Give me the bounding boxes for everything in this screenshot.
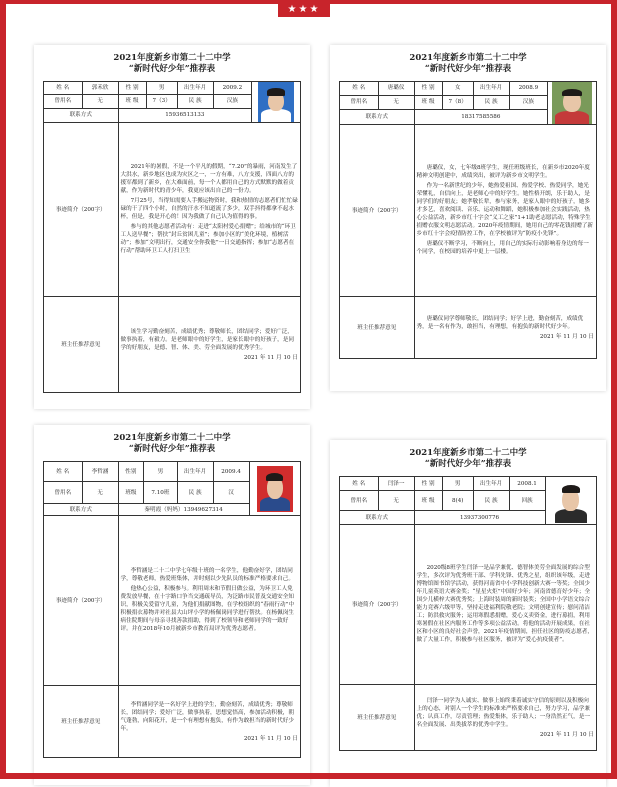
recommendation-form-3	[34, 425, 310, 785]
contact-value: 秦明霞（妈妈）13949627314	[118, 504, 249, 516]
title-line-1: 2021年度新乡市第二十二中学	[409, 448, 527, 458]
gender-label: 性 别	[414, 477, 442, 491]
contact-label: 联系方式	[340, 109, 415, 124]
photo-cell	[548, 82, 597, 125]
gender-label: 性 别	[118, 82, 146, 95]
birth-value: 2008.9	[509, 82, 548, 96]
ethnic-value: 汉族	[509, 95, 548, 109]
deeds-label: 事迹简介（200字）	[340, 125, 415, 297]
photo-shoulders	[555, 111, 589, 124]
class-label: 班 级	[414, 95, 442, 109]
opinion-label: 班主任推荐意见	[340, 297, 415, 359]
birth-label: 出生年月	[473, 477, 509, 491]
photo-cell	[545, 477, 596, 525]
deeds-paragraph: 2021年的暑假，不是一个平凡的假期，“7.20”的暴雨，河南发生了大洪水，新乡地区也成为灾区之一，一方有难，八方支援，四面八方的援军都到了新乡，在大难面前，每一个人都用自己的方式默默的做着贡献，作为新时代的青少年，我更应该出自己的一份力。	[120, 163, 298, 194]
ethnic-label: 民 族	[473, 491, 509, 511]
deeds-label: 事迹简介（200字）	[44, 516, 119, 686]
name-value: 李哲涵	[82, 462, 118, 482]
name-label: 姓 名	[44, 462, 83, 482]
gender-label: 性 别	[414, 82, 442, 96]
opinion-label: 班主任推荐意见	[44, 297, 119, 393]
date-text: 2021 年 11 月 10 日	[243, 735, 298, 742]
contact-label: 联系方式	[44, 108, 119, 122]
used-name-label: 曾用名	[44, 95, 83, 108]
gender-value: 男	[144, 462, 177, 482]
right-red-edge	[611, 0, 617, 779]
class-value: 8(4)	[442, 491, 473, 511]
gender-value: 男	[442, 477, 473, 491]
deeds-paragraph: 李哲涵是二十二中学七年级十班的一名学生，他勤奋好学，团结同学，尊敬老师，热爱班集体，并时刻以少先队员的标准严格要求自己。	[120, 567, 294, 582]
form-table	[43, 81, 301, 393]
deeds-paragraph: 2020级8班学生闫泽一是品学兼优、德智体美劳全面发展的综合型学生，多次评为优秀班干部、学科先锋、优秀之星，组织该年级，走进博物馆图书馆学活动，获得河南省中小学科技创新大赛一等奖；全国少年儿童英语大赛金奖；“星星火炬”中国好少年；河南省德育好少年；全国少儿横梓大赛优秀奖；上海时装周的新时装奖；全国中小学语文综合能力竞赛六级甲等，坚持走进福利院敬老院；文明创建宣传；慰问清洁工；防洪救灾服务；运用寒假悉捐赠，爱心义卖资金，进行募捐，利用寒暑假在社区内服务工作等多项公益活动。将他的活动开展成果，在社区和小区的良好社会声誉，2021年疫情期间，担任社区的防疫志愿者，做了大量工作，积极参与社区服务，被评为“爱心抗疫使者”。	[416, 564, 593, 643]
ethnic-value: 汉	[213, 482, 249, 504]
birth-label: 出生年月	[177, 82, 213, 95]
title-line-2: “新时代好少年”推荐表	[424, 64, 512, 74]
title-line-1: 2021年度新乡市第二十二中学	[113, 433, 231, 443]
photo-shoulders	[261, 109, 291, 122]
class-label: 班级	[118, 482, 144, 504]
ethnic-label: 民 族	[177, 482, 213, 504]
contact-value: 13937300776	[414, 511, 545, 525]
title-line-2: “新时代好少年”推荐表	[128, 444, 216, 454]
birth-label: 出生年月	[177, 462, 213, 482]
gender-label: 性别	[118, 462, 144, 482]
name-label: 姓 名	[340, 477, 379, 491]
title-line-2: “新时代好少年”推荐表	[128, 64, 216, 74]
form-title	[339, 448, 597, 470]
form-table	[43, 461, 301, 758]
photo-shoulders	[260, 497, 290, 512]
deeds-text	[414, 525, 596, 685]
gender-value: 女	[442, 82, 473, 96]
photo-hair	[266, 473, 283, 481]
deeds-text	[118, 516, 300, 686]
ethnic-label: 民 族	[473, 95, 509, 109]
recommendation-form-1	[34, 45, 310, 409]
student-photo-icon	[257, 466, 293, 512]
used-name-value: 无	[378, 95, 414, 109]
opinion-cell	[414, 685, 596, 751]
form-table	[339, 81, 597, 359]
deeds-text	[118, 123, 300, 297]
deeds-paragraph: 7月25号，当得知需要人手搬运物资时，我和热情的志愿者们忙忙碌碌的干了四个小时，自然的汗水不知道流了多少，双手抖得都拿不起水杯，但是，我是开心的！因为我做了自己认为值得的事。	[120, 197, 298, 220]
used-name-label: 曾用名	[340, 491, 379, 511]
deeds-paragraph: 唐璐仪，女，七年级8班学生，现任班级班长，在新乡市2020年度精神文明创建中，成绩突出，被评为新乡市文明学生。	[416, 164, 590, 179]
opinion-label: 班主任推荐意见	[44, 686, 119, 758]
form-title	[43, 433, 301, 455]
contact-label: 联系方式	[44, 504, 119, 516]
opinion-cell	[414, 297, 596, 359]
name-label: 姓 名	[44, 82, 83, 95]
title-line-1: 2021年度新乡市第二十二中学	[113, 53, 231, 63]
used-name-label: 曾用名	[44, 482, 83, 504]
left-red-edge	[0, 0, 6, 779]
class-label: 班 级	[414, 491, 442, 511]
class-value: 7（8）	[442, 95, 473, 109]
name-value: 郭禾欣	[82, 82, 118, 95]
contact-value: 15936513133	[118, 108, 252, 122]
deeds-paragraph: 参与的其他志愿者活动有：走进“太阳村爱心捐赠”；给城市的“环卫工人送早餐”；帮扶“封丘贫困儿童”；参加小区的“美化环境，植树活动”；参加“文明出行，交通安全你我他”一日交通指挥；参加“志愿者在行动”帮助环卫工人打扫卫生	[120, 223, 296, 254]
birth-label: 出生年月	[473, 82, 509, 96]
stars-badge: ★★★	[278, 2, 330, 17]
recommendation-form-2	[330, 45, 606, 391]
photo-shoulders	[555, 509, 587, 524]
student-photo-icon	[552, 478, 590, 524]
title-line-2: “新时代好少年”推荐表	[424, 459, 512, 469]
used-name-label: 曾用名	[340, 95, 379, 109]
name-value: 唐璐仪	[378, 82, 414, 96]
ethnic-label: 民 族	[177, 95, 213, 108]
opinion-cell	[118, 686, 300, 758]
class-label: 班 级	[118, 95, 146, 108]
title-line-1: 2021年度新乡市第二十二中学	[409, 53, 527, 63]
deeds-label: 事迹简介（200字）	[340, 525, 415, 685]
contact-label: 联系方式	[340, 511, 415, 525]
opinion-text: 唐璐仪同学尊师敬长，团结同学；好学上进，勤奋刻苦，成绩优秀，是一名有作为，敢担当，有理想，有抱负的新时代好少年。	[416, 315, 584, 330]
date-text: 2021 年 11 月 10 日	[539, 333, 594, 340]
opinion-text: 李哲涵同学是一名好学上进的学生，勤奋刻苦，成绩优秀；尊敬师长，团结同学；爱好广泛，做事执着，思想觉悟高，参加活动积极，朝气蓬勃，向阳花开，是一个有理想有抱负，有作为敢担当的新时代好少年。	[120, 701, 294, 732]
date-text: 2021 年 11 月 10 日	[539, 731, 594, 738]
deeds-label: 事迹简介（200字）	[44, 123, 119, 297]
photo-hair	[562, 485, 580, 493]
class-value: 7.10班	[144, 482, 177, 504]
ethnic-value: 回族	[509, 491, 545, 511]
deeds-paragraph: 他热心公益，积极参与。利用周末和节假日做公益，为环卫工人免费发放早餐，在十字路口争当交通疏导员，为泛路市民普及交通安全知识，积极关爱留守儿童，为他们捐献图物，在学校组织的“春雨行动”中积极捐衣募物并对社县大山坪小学的杨佩岗同学进行帮扶。在杨佩岗生病住院期间与母亲寻找善款捐助，得到了校领导和老师同学的一致好评。并在2018年10月被新乡市教育局评为优秀志愿者。	[120, 585, 295, 632]
birth-value: 2009.2	[213, 82, 252, 95]
deeds-text	[414, 125, 596, 297]
ethnic-value: 汉族	[213, 95, 252, 108]
contact-value: 18317585586	[414, 109, 548, 124]
opinion-cell	[118, 297, 300, 393]
form-title	[339, 53, 597, 75]
birth-value: 2009.4	[213, 462, 249, 482]
form-table	[339, 476, 597, 751]
photo-cell	[252, 82, 301, 123]
photo-hair	[562, 89, 581, 97]
photo-hair	[267, 88, 284, 95]
photo-cell	[249, 462, 300, 516]
birth-value: 2008.1	[509, 477, 545, 491]
opinion-text: 闫泽一同学为人诚实、做事上始终秉着诚实守信的原则以及积极向上的心态，对别人一个学生的标准来严格要求自己，努力学习，品学兼优；认真工作，尽责管理；热爱集体，乐于助人；一身浩然正气，是一名全面发展、出类拔萃的优秀中学生。	[416, 697, 590, 728]
student-photo-icon	[258, 82, 294, 122]
student-photo-icon	[552, 82, 592, 124]
bottom-red-bar	[0, 773, 617, 779]
date-text: 2021 年 11 月 10 日	[243, 354, 298, 361]
used-name-value: 无	[82, 95, 118, 108]
form-title	[43, 53, 301, 75]
class-value: 7（3）	[146, 95, 177, 108]
used-name-value: 无	[82, 482, 118, 504]
deeds-paragraph: 作为一名新世纪的少年，她热爱祖国、热爱学校、热爱同学，她光荣懂礼，自信向上，是老师心中的好学生。她性格开朗，乐于助人，是同学们的好朋友；她孝敬长辈，参与家务，是家人眼中的好孩子，她多才多艺，喜欢阅读、音乐、运动和舞蹈，她积极参加社会实践活动，热心公益活动，新乡市红十字会“义工之家”1+1助老志愿活动，特殊学生捐赠衣服文明志愿活动。2020年疫情期间，她用自己的零花钱捐赠了新乡市红十字会疫情防控工作，在学校被评为“防疫小先锋”。	[416, 182, 593, 237]
opinion-label: 班主任推荐意见	[340, 685, 415, 751]
recommendation-form-4	[330, 440, 606, 787]
name-value: 闫泽一	[378, 477, 414, 491]
deeds-paragraph: 唐璐仪不断学习，不断向上，用自己的实际行动影响着身边的每一个同学，在校园的培养中更上一层楼。	[416, 240, 589, 255]
name-label: 姓 名	[340, 82, 379, 96]
opinion-text: 该生学习勤奋刻苦，成绩优秀；尊敬师长，团结同学；爱好广泛，做事执着，有毅力。是老师眼中的好学生，是家长眼中的好孩子，是同学的好朋友，是德、智、体、美、劳全面发展的优秀学生。	[120, 328, 294, 351]
used-name-value: 无	[378, 491, 414, 511]
gender-value: 男	[146, 82, 177, 95]
